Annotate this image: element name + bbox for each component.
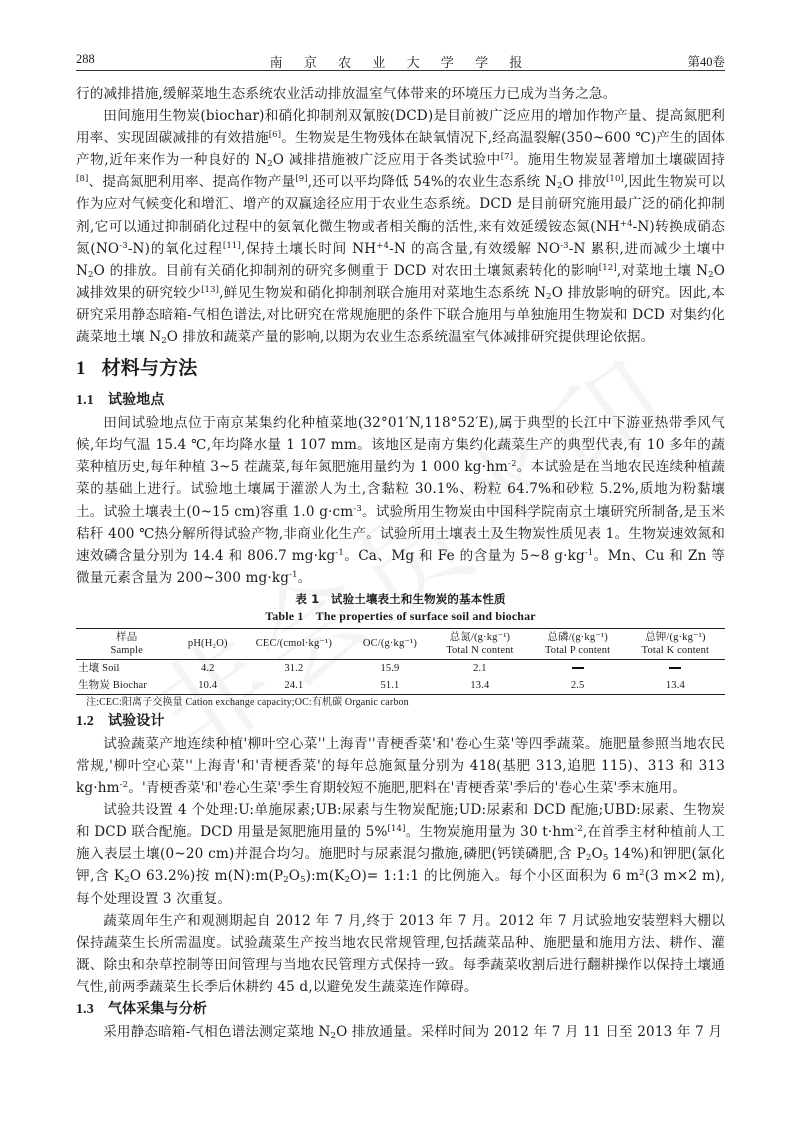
table-header-cell <box>238 628 349 659</box>
text: 。 <box>297 569 312 586</box>
design-paragraph-3: 蔬菜周年生产和观测期起自 2012 年 7 月,终于 2013 年 7 月。2012 年 7 月试验地安装塑料大棚以保持蔬菜生长所需温度。试验蔬菜生产按当地农民常规管理,包括蔬菜品种、施肥量和施用方法、耕作、灌溉、除虫和杂草控制等田间管理与当地农民管理方式保持一致。每季蔬菜收割后进行翻耕操作以保持土壤通气性,前两季蔬菜生长季后休耕约 45 d,以避免发生蔬菜连作障碍。 <box>76 912 725 995</box>
volume-label: 第40卷 <box>687 55 725 69</box>
citation: [8] <box>76 174 89 185</box>
superscript: -1 <box>335 547 344 558</box>
text: ):m(K <box>305 868 345 885</box>
text: O 63.2%)按 m(N):m(P <box>129 868 284 885</box>
table-note: 注:CEC:阳离子交换量 Cation exchange capacity;OC:有机碳 Organic carbon <box>86 696 409 708</box>
table-cell: 13.4 <box>665 679 685 691</box>
citation: [10] <box>605 174 625 185</box>
text: 试验蔬菜产地连续种植'柳叶空心菜''上海青''青梗香菜'和'卷心生菜'等四季蔬菜。施肥量参照当地农民常规,'柳叶空心菜''上海青'和'青梗香菜'的每年总施氮量分别为 418(基肥 313,追肥 115)、313 和 313 kg·hm <box>76 735 725 797</box>
table-header-row <box>76 628 725 659</box>
citation: [12] <box>598 262 617 273</box>
table-header-cell <box>626 628 725 659</box>
text: O 排放影响的研究。因此,本研究采用静态暗箱-气相色谱法,对比研究在常规施肥的条件下联合施用与单独施用生物炭和 DCD 对集约化蔬菜地土壤 N <box>76 284 725 346</box>
section-title: 材料与方法 <box>101 357 198 380</box>
citation: [11] <box>222 240 241 251</box>
text: 。生物炭施用量为 30 t·hm <box>405 824 575 841</box>
subscript: 2 <box>585 853 592 864</box>
text: ,鲜见生物炭和硝化抑制剂联合施用对菜地生态系统 N <box>219 284 547 301</box>
table-cell: 31.2 <box>284 662 304 674</box>
text: 14%)和钾肥(氯化钾,含 K <box>76 846 725 885</box>
intro-paragraph-1: 行的减排措施,缓解菜地生态系统农业活动排放温室气体带来的环境压力已成为当务之急。 <box>76 86 617 102</box>
header-label-en: Total K content <box>641 644 710 656</box>
text: 试验共设置 4 个处理:U:单施尿素;UB:尿素与生物炭配施;UD:尿素和 DCD 配施;UBD:尿素、生物炭和 DCD 联合配施。DCD 用量是氮肥施用量的 5% <box>76 802 725 841</box>
running-head <box>76 48 725 71</box>
text: O 排放通量。采样时间为 2012 年 7 月 11 日至 2013 年 7 月 <box>336 1024 723 1040</box>
table-header-cell <box>76 628 177 659</box>
subscript: 2 <box>708 269 714 280</box>
subscript: 5 <box>300 875 306 886</box>
table-header-cell <box>430 628 529 659</box>
text: -N 累积,进而减少土壤中 N <box>76 240 725 279</box>
table-cell: 10.4 <box>198 679 218 691</box>
table-cell: 51.1 <box>380 679 400 691</box>
superscript: -2 <box>119 780 129 791</box>
subsection-heading <box>76 710 725 733</box>
header-label-en: Total P content <box>544 644 611 656</box>
text: 采用静态暗箱-气相色谱法测定菜地 N <box>103 1024 331 1040</box>
row-label: 生物炭 Biochar <box>78 679 148 691</box>
table-cell: 24.1 <box>284 679 304 691</box>
header-label: 样品 <box>116 631 138 643</box>
table-cell: 2.5 <box>570 679 585 691</box>
journal-title: 南 京 农 业 大 学 学 报 <box>269 55 532 70</box>
subscript: 2 <box>267 159 273 170</box>
superscript: +4 <box>619 218 633 229</box>
subsection-title: 气体采集与分析 <box>107 1001 208 1017</box>
text: 。施用生物炭显著增加土壤碳固持 <box>513 152 726 169</box>
citation: [14] <box>387 824 406 835</box>
header-label: 总钾/(g·kg⁻¹) <box>645 631 706 643</box>
text: 。Mn、Cu 和 Zn 等微量元素含量为 200~300 mg·kg <box>76 547 725 586</box>
subsection-number: 1.3 <box>76 1002 94 1017</box>
superscript: -1 <box>584 547 594 558</box>
header-label: 总磷/(g·kg⁻¹) <box>547 631 608 643</box>
subscript: 2 <box>283 875 289 886</box>
table-row <box>76 677 725 695</box>
subscript: 2 <box>88 269 94 280</box>
text: O)= 1:1:1 的比例施入。每个小区面积为 6 m <box>350 868 640 885</box>
header-label: 总氮/(g·kg⁻¹) <box>449 631 511 643</box>
text: -N)转换成硝态氮(NO <box>76 218 725 257</box>
text: O <box>591 846 603 863</box>
text: (3 m×2 m),每个处理设置 3 次重复。 <box>76 868 725 907</box>
superscript: -2 <box>508 459 517 470</box>
subscript: 2 <box>124 875 130 886</box>
text: O 的排放。目前有关硝化抑制剂的研究多侧重于 DCD 对农田土壤氮素转化的影响 <box>93 262 599 279</box>
text: ,在首季主材种植前人工施入表层土壤(0~20 cm)并混合均匀。施肥时与尿素混匀撒施,磷肥(钙镁磷肥,含 P <box>76 824 725 863</box>
text: ,因此生物炭可以作为应对气候变化和增汇、增产的双赢途径应用于农业生态系统。DCD 是目前研究施用最广泛的硝化抑制剂,它可以通过抑制硝化过程中的氨氧化微生物或者相关酶的活性,来有效延缓铵态氮(NH <box>76 174 725 235</box>
table-cell: 15.9 <box>380 662 400 674</box>
table-row <box>76 659 725 677</box>
intro-paragraph-2 <box>76 105 725 348</box>
table-cell: 4.2 <box>200 662 215 674</box>
table-header-cell <box>350 628 431 659</box>
subscript: 2 <box>161 336 167 347</box>
row-label: 土壤 Soil <box>78 662 120 674</box>
citation: [7] <box>500 152 514 163</box>
text: 。本试验是在当地农民连续种植蔬菜的基础上进行。试验地土壤属于灌淤人为土,含黏粒 30.1%、粉粒 64.7%和砂粒 5.2%,质地为粉黏壤土。试验土壤表土(0~15 cm)容重 1.0 g·cm <box>76 459 726 520</box>
superscript: -3 <box>353 503 362 514</box>
superscript: -3 <box>119 240 128 251</box>
subscript: 2 <box>546 291 552 302</box>
text: ,还可以平均降低 54%的农业生态系统 N <box>307 174 558 191</box>
subsection-title: 试验地点 <box>107 392 165 409</box>
header-label: CEC/(cmol·kg⁻¹) <box>255 638 332 650</box>
citation: [6] <box>268 130 282 141</box>
text: 。试验所用生物炭由中国科学院南京土壤研究所制备,是玉米秸秆 400 ℃热分解所得试验产物,非商业化生产。试验所用土壤表土及生物炭性质见表 1。生物炭速效氮和速效磷含量分别为 14.4 和 806.7 mg·kg <box>76 503 725 564</box>
section-heading <box>76 355 725 382</box>
citation: [13] <box>201 284 220 295</box>
text: 田间试验地点位于南京某集约化种植菜地(32°01′N,118°52′E),属于典型的长江中下游亚热带季风气候,年均气温 15.4 ℃,年均降水量 1 107 mm。该地区是南方集约化蔬菜生产的典型代表,有 10 多年的蔬菜种植历史,每年种植 3~5 茬蔬菜,每年氮肥施用量约为 1 000 kg·hm <box>76 415 725 476</box>
subscript: 2 <box>557 181 563 192</box>
table-cell <box>530 659 626 677</box>
dash-mark <box>669 667 681 669</box>
table-caption-zh: 表 1 试验土壤表土和生物炭的基本性质 <box>295 591 506 606</box>
site-paragraph <box>76 412 725 589</box>
text: O 排放 <box>562 174 606 191</box>
subscript: 2 <box>344 875 351 886</box>
table-cell: 2.1 <box>473 662 487 674</box>
subscript: 5 <box>602 853 609 864</box>
superscript: -3 <box>560 240 569 251</box>
header-label: pH(H₂O) <box>187 638 228 650</box>
text: 田间施用生物炭(biochar)和硝化抑制剂双氰胺(DCD)是目前被广泛应用的增加作物产量、提高氮肥利用率、实现固碳减排的有效措施 <box>76 108 725 147</box>
text: O 减排效果的研究较少 <box>76 262 725 301</box>
text: 、提高氮肥利用率、提高作物产量 <box>88 174 296 191</box>
header-label-en: Sample <box>110 644 143 656</box>
subscript: 2 <box>330 1031 337 1041</box>
text: O <box>288 868 301 885</box>
text: 。生物炭是生物残体在缺氧情况下,经高温裂解(350~600 ℃)产生的固体产物,近年来作为一种良好的 N <box>76 130 725 169</box>
header-label-en: Total N content <box>446 644 514 656</box>
table-cell <box>626 659 725 677</box>
subsection-title: 试验设计 <box>107 712 165 729</box>
design-paragraph-2 <box>76 799 725 909</box>
text: O 排放和蔬菜产量的影响,以期为农业生态系统温室气体减排研究提供理论依据。 <box>166 329 655 346</box>
table-header-cell <box>177 628 238 659</box>
text: 。'青梗香菜'和'卷心生菜'季生育期较短不施肥,肥料在'青梗香菜'季后的'卷心生菜'季末施用。 <box>128 780 687 797</box>
citation: [9] <box>295 174 308 185</box>
page-number: 288 <box>76 52 95 66</box>
design-paragraph-1 <box>76 733 725 799</box>
table-caption-en: Table 1 The properties of surface soil and biochar <box>265 608 536 623</box>
superscript: 2 <box>639 868 645 879</box>
text: O 减排措施被广泛应用于各类试验中 <box>272 152 501 169</box>
superscript: -2 <box>574 824 583 835</box>
table-cell: 13.4 <box>470 679 490 691</box>
dash-mark <box>572 667 584 669</box>
section-number: 1 <box>76 358 86 380</box>
subsection-heading <box>76 998 725 1021</box>
gas-paragraph <box>76 1021 725 1043</box>
text: -N)的氧化过程 <box>127 240 223 257</box>
subsection-heading <box>76 389 725 412</box>
subsection-number: 1.2 <box>76 713 94 729</box>
text: ,保持土壤长时间 NH <box>240 240 377 257</box>
header-label: OC/(g·kg⁻¹) <box>362 638 417 650</box>
text: ,对菜地土壤 N <box>616 262 709 279</box>
superscript: -1 <box>289 569 298 580</box>
page <box>76 48 725 1043</box>
superscript: +4 <box>376 240 390 251</box>
article-body <box>76 83 725 1043</box>
text: -N 的高含量,有效缓解 NO <box>389 240 561 257</box>
table-header-cell <box>530 628 626 659</box>
subsection-number: 1.1 <box>76 393 94 409</box>
text: 。Ca、Mg 和 Fe 的含量为 5~8 g·kg <box>343 547 585 564</box>
properties-table <box>76 628 725 695</box>
